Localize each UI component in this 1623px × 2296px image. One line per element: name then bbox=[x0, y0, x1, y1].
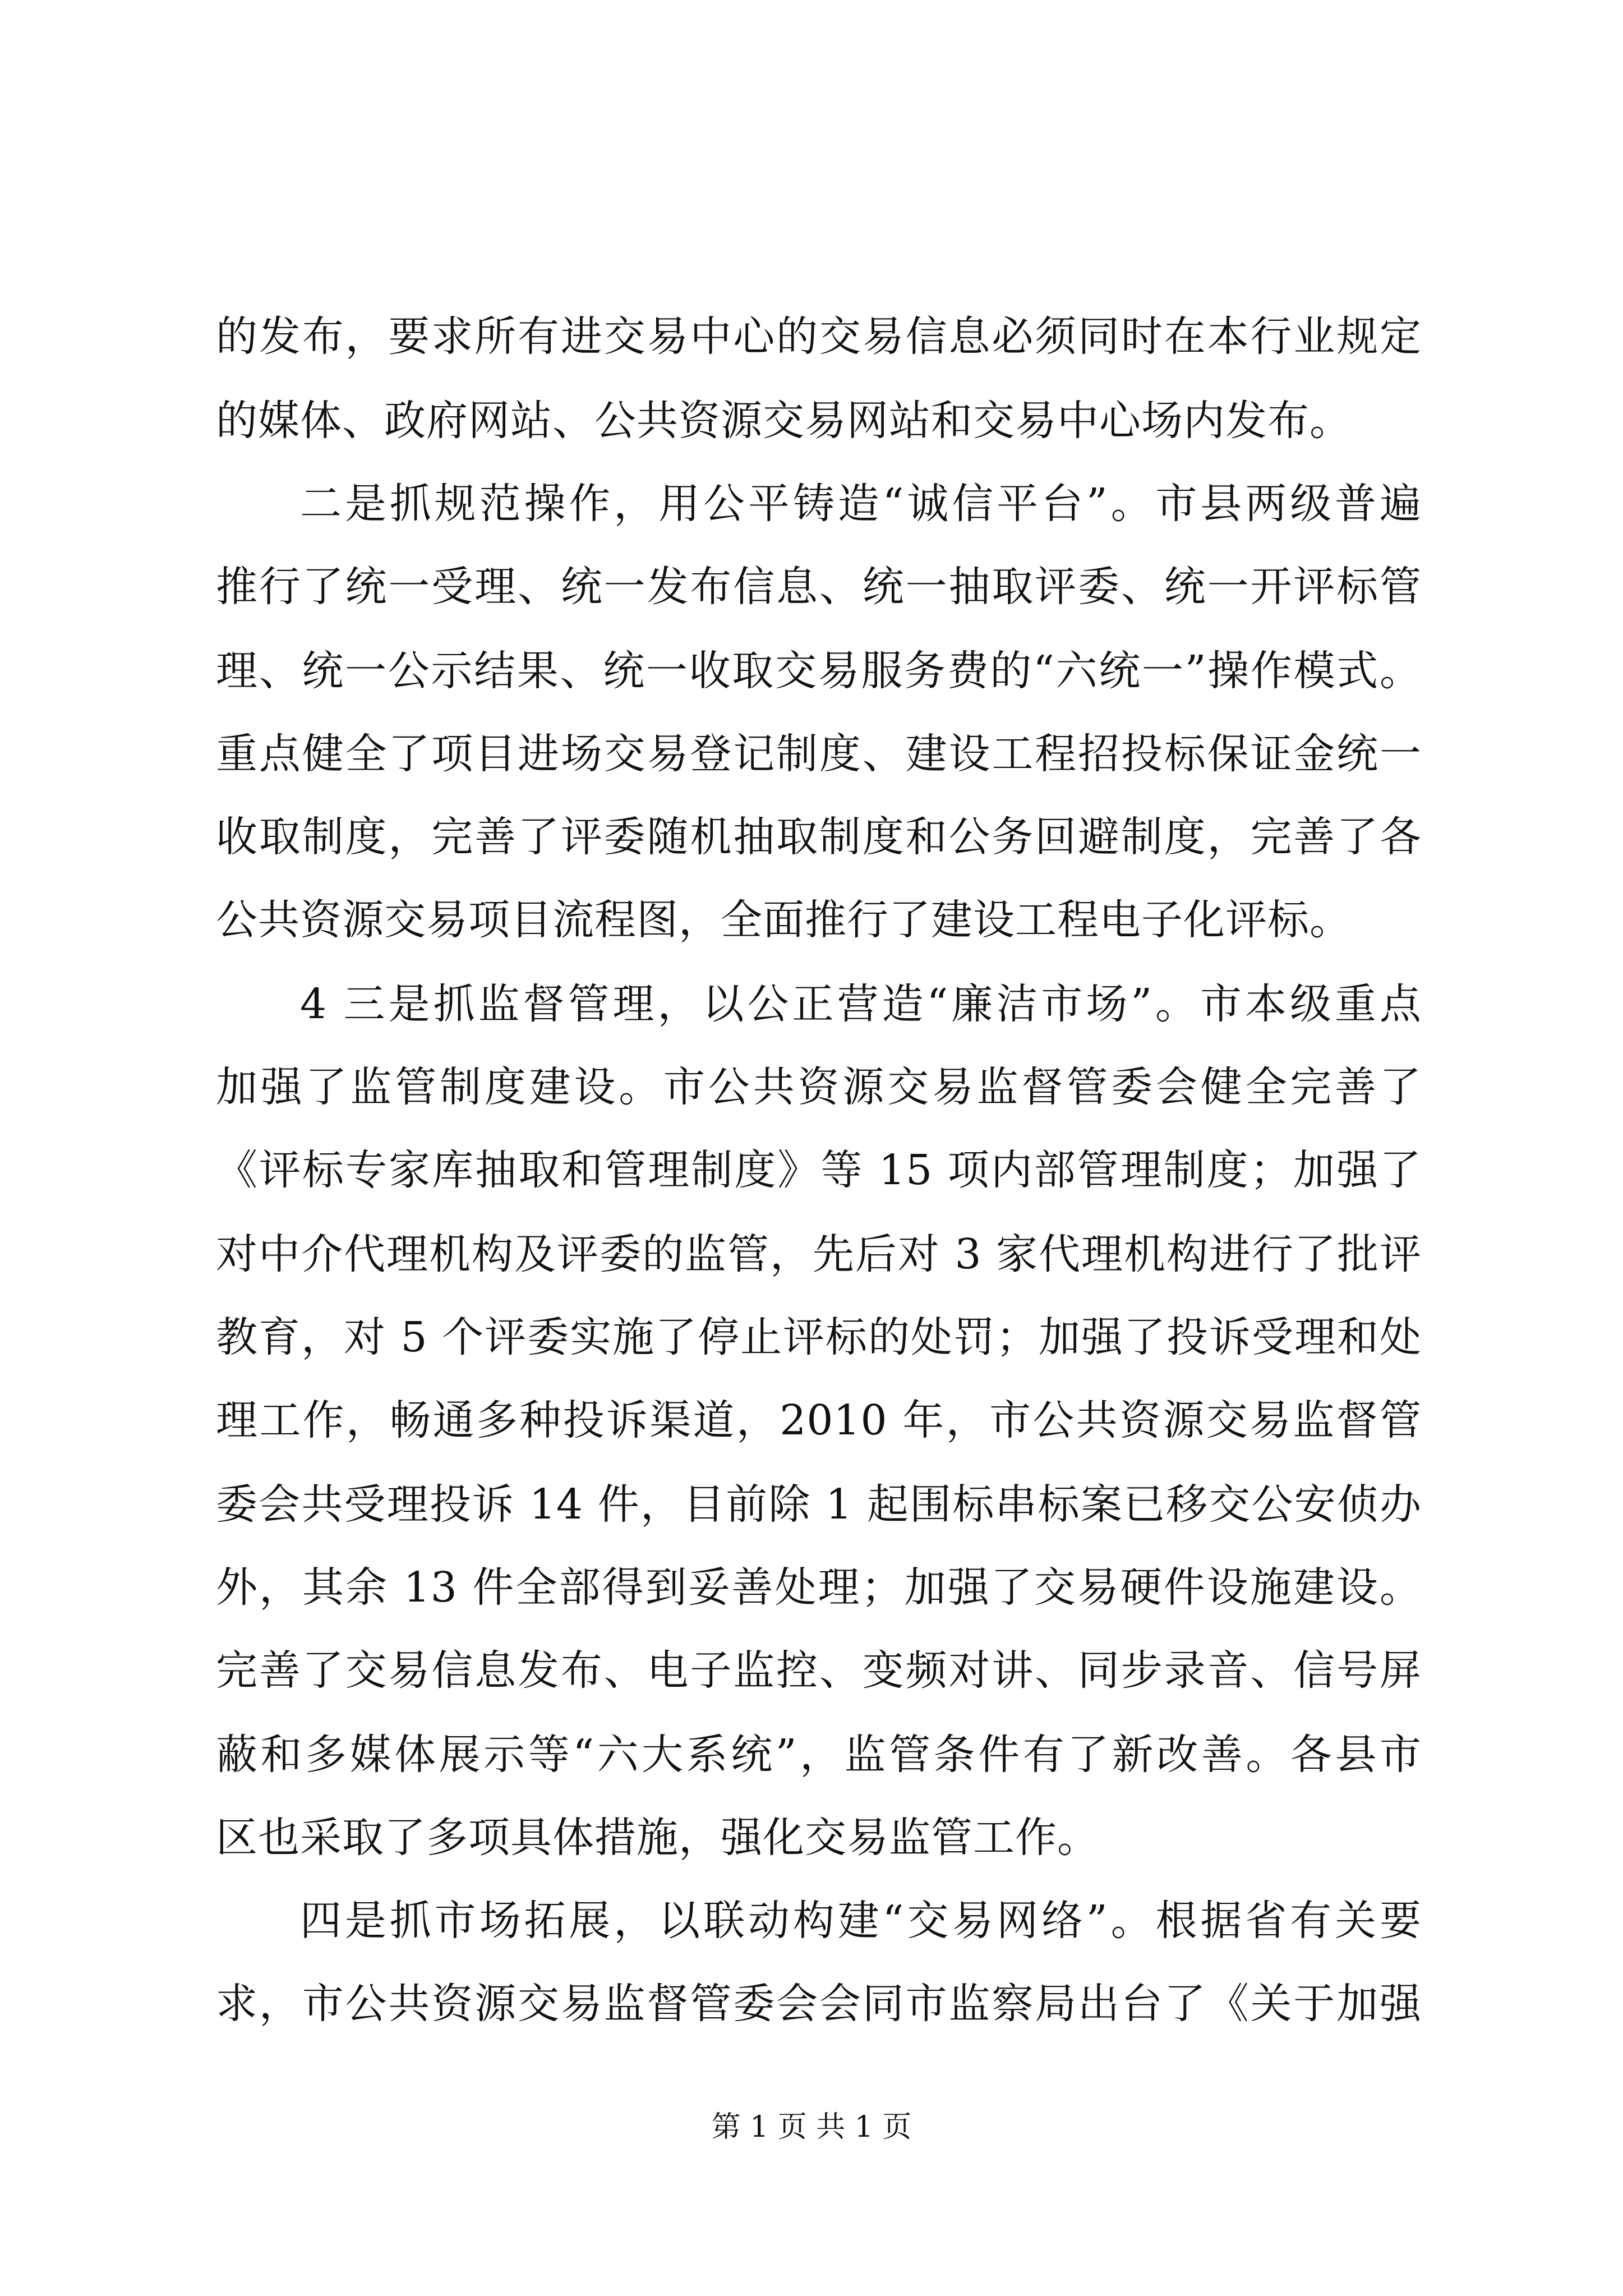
text-line: 收取制度，完善了评委随机抽取制度和公务回避制度，完善了各 bbox=[216, 813, 1422, 861]
text-line: 理工作，畅通多种投诉渠道，2010 年，市公共资源交易监督管 bbox=[216, 1396, 1422, 1444]
text-line: 完善了交易信息发布、电子监控、变频对讲、同步录音、信号屏 bbox=[216, 1646, 1422, 1695]
paragraph-start-line: 4 三是抓监督管理，以公正营造“廉洁市场”。市本级重点 bbox=[300, 980, 1422, 1028]
text-line: 蔽和多媒体展示等“六大系统”，监管条件有了新改善。各县市 bbox=[216, 1731, 1422, 1779]
text-line: 重点健全了项目进场交易登记制度、建设工程招投标保证金统一 bbox=[216, 730, 1422, 778]
text-line: 的媒体、政府网站、公共资源交易网站和交易中心场内发布。 bbox=[216, 397, 1352, 445]
text-line: 外，其余 13 件全部得到妥善处理；加强了交易硬件设施建设。 bbox=[216, 1563, 1422, 1612]
text-line: 公共资源交易项目流程图，全面推行了建设工程电子化评标。 bbox=[216, 896, 1352, 944]
text-line: 对中介代理机构及评委的监管，先后对 3 家代理机构进行了批评 bbox=[216, 1230, 1422, 1278]
text-line: 加强了监管制度建设。市公共资源交易监督管委会健全完善了 bbox=[216, 1063, 1422, 1111]
text-line: 的发布，要求所有进交易中心的交易信息必须同时在本行业规定 bbox=[216, 312, 1422, 361]
page-number-footer: 第 1 页 共 1 页 bbox=[711, 2110, 912, 2144]
text-line: 推行了统一受理、统一发布信息、统一抽取评委、统一开评标管 bbox=[216, 563, 1422, 611]
paragraph-start-line: 四是抓市场拓展，以联动构建“交易网络”。根据省有关要 bbox=[300, 1897, 1422, 1945]
text-line: 求，市公共资源交易监督管委会会同市监察局出台了《关于加强 bbox=[216, 1980, 1422, 2028]
text-line: 教育，对 5 个评委实施了停止评标的处罚；加强了投诉受理和处 bbox=[216, 1313, 1422, 1361]
paragraph-start-line: 二是抓规范操作，用公平铸造“诚信平台”。市县两级普遍 bbox=[300, 480, 1422, 528]
text-line: 委会共受理投诉 14 件，目前除 1 起围标串标案已移交公安侦办 bbox=[216, 1480, 1422, 1529]
text-line: 区也采取了多项具体措施，强化交易监管工作。 bbox=[216, 1814, 1099, 1862]
text-line: 理、统一公示结果、统一收取交易服务费的“六统一”操作模式。 bbox=[216, 647, 1422, 695]
text-line: 《评标专家库抽取和管理制度》等 15 项内部管理制度；加强了 bbox=[216, 1146, 1422, 1194]
